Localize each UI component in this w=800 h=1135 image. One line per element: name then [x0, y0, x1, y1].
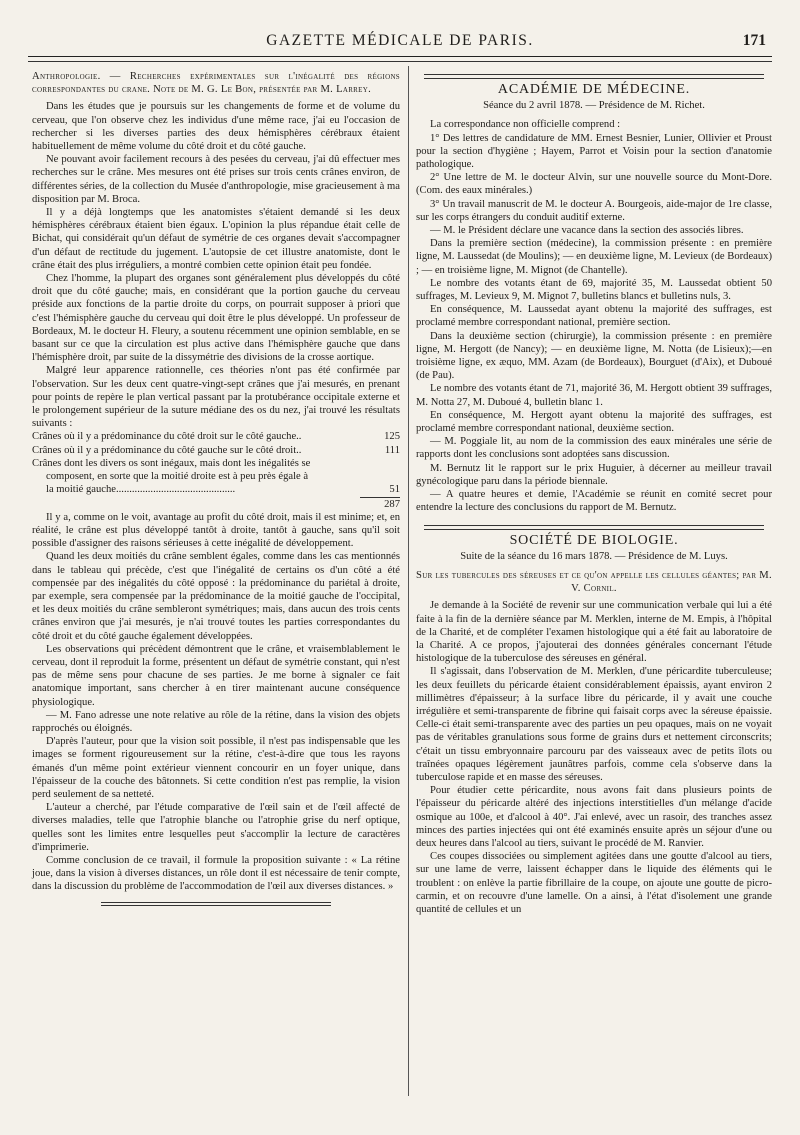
table-row-label: la moitié gauche.............................................	[46, 484, 236, 496]
table-total: 287	[384, 498, 400, 510]
paragraph: Dans la première section (médecine), la commission présente : en première ligne, M. Laussedat (de Moulins); — en deuxième ligne, M. Levieux (de Bordeaux) ; — en troisième ligne, M. Mignot (de Chantelle).	[416, 238, 772, 276]
paragraph: Dans la deuxième section (chirurgie), la commission présente : en première ligne, M. Hergott (de Nancy); — en deuxième ligne, M. Notta (de Lisieux);—en troisième ligne, ex æquo, MM. Azam (de Bordeaux), Bourguet (d'Aix), et Duboué (de Pau).	[416, 330, 772, 382]
table-row-label: Crânes dont les divers os sont inégaux, mais dont les inégalités se	[32, 457, 311, 469]
session-line: Suite de la séance du 16 mars 1878. — Présidence de M. Luys.	[460, 550, 728, 562]
skull-table	[32, 430, 400, 510]
end-rule	[101, 902, 331, 903]
paragraph: 3° Un travail manuscrit de M. le docteur A. Bourgeois, aide-major de 1re classe, sur les corps étrangers du conduit auditif externe.	[416, 198, 772, 223]
paragraph: Les observations qui précèdent démontrent que le crâne, et vraisemblablement le cerveau, dont il reproduit la forme, présentent un défaut de symétrie constant, qui n'est pas de même sens pour chacune de ses parties. Je me borne à signaler ce fait anatomique important, sans chercher à en tirer maintenant aucune conséquence physiologique.	[32, 643, 400, 708]
paragraph: 1° Des lettres de candidature de MM. Ernest Besnier, Lunier, Ollivier et Proust pour la section d'hygiène ; Hayem, Parrot et Voisin pour la section d'anatomie pathologique.	[416, 132, 772, 171]
column-divider	[408, 66, 409, 1096]
paragraph: — A quatre heures et demie, l'Académie se réunit en comité secret pour entendre la lecture des conclusions du rapport de M. Bernutz.	[416, 489, 772, 514]
paragraph: Ne pouvant avoir facilement recours à des pesées du cerveau, j'ai dû effectuer mes recherches sur le crâne. Mes mesures ont été prises sur trois cents crânes environ, de différentes séries, de la collection du Musée d'anthropologie, mise gracieusement à ma disposition par M. Broca.	[32, 154, 400, 205]
header-rule-secondary	[28, 61, 772, 62]
paragraph: Il y a, comme on le voit, avantage au profit du côté droit, mais il est minime; et, en réalité, le crâne est plus développé tantôt à droite, tantôt à gauche, sans qu'il soit possible d'assigner des raisons sérieuses à cette inégalité de développement.	[32, 511, 400, 550]
article-title: Anthropologie. — Recherches expérimentales sur l'inégalité des régions correspondantes du crane. Note de M. G. Le Bon, présentée par M. Larrey.	[32, 71, 400, 96]
table-row-count: 125	[384, 431, 400, 443]
left-column	[32, 70, 400, 906]
paragraph: En conséquence, M. Hergott ayant obtenu la majorité des suffrages, est proclamé membre correspondant national, deuxième section.	[416, 409, 772, 435]
journal-title: GAZETTE MÉDICALE DE PARIS.	[266, 32, 534, 49]
session-line: Séance du 2 avril 1878. — Présidence de M. Richet.	[483, 100, 705, 112]
paragraph: M. Bernutz lit le rapport sur le prix Huguier, à décerner au meilleur travail gynécologique paru dans la période biennale.	[416, 462, 772, 487]
paragraph: — M. Poggiale lit, au nom de la commission des eaux minérales une série de rapports dont les conclusions sont adoptées sans discussion.	[416, 436, 772, 461]
article-title: Sur les tubercules des séreuses et ce qu'on appelle les cellules géantes; par M. V. Cornil.	[416, 569, 772, 595]
paragraph: Quand les deux moitiés du crâne semblent égales, comme dans les cas mentionnés dans le tableau qui précède, c'est que l'inégalité de certains os d'un côté a été compensée par des inégalités du côté opposé : la prédominance du pariétal à droite, par exemple, sera compensée par la prédominance de la moitié gauche de l'occipital, et les deux moitiés du crâne sembleront symétriques; mais, dans aucun des trois cents crânes environ que j'ai mesurés, je n'ai trouvé toutes les parties correspondantes du côté droit et du côté gauche également développées.	[32, 551, 400, 642]
paragraph: Le nombre des votants étant de 71, majorité 36, M. Hergott obtient 39 suffrages, M. Notta 27, M. Duboué 4, bulletin blanc 1.	[416, 383, 772, 408]
section-title-academie: ACADÉMIE DE MÉDECINE.	[497, 82, 691, 97]
paragraph: La correspondance non officielle comprend :	[430, 119, 621, 131]
table-row	[32, 430, 400, 443]
paragraph: Comme conclusion de ce travail, il formule la proposition suivante : « La rétine joue, dans la vision à diverses distances, un rôle dont il est nécessaire de tenir compte, dans la discussion du problème de l'accommodation de l'œil aux diverses distances. »	[32, 854, 400, 893]
table-row-label: Crânes où il y a prédominance du côté droit sur le côté gauche..	[32, 431, 302, 443]
paragraph: Dans les études que je poursuis sur les changements de forme et de volume du cerveau, que l'on observe chez les individus d'une même race, j'ai eu l'occasion de rechercher si les diverses parties des deux hémisphères cérébraux étaient habituellement de même volume du côté droit et du côté gauche.	[32, 101, 400, 153]
table-row	[32, 444, 400, 457]
section-rule	[424, 525, 764, 530]
page-header	[28, 30, 772, 56]
paragraph: Malgré leur apparence rationnelle, ces théories n'ont pas été confirmée par l'observation. Sur les deux cent quatre-vingt-sept crânes que j'ai mesurés, en prenant pour points de repère le plan vertical passant par la protubérance occipitale externe et le prolongement supérieur de la suture médiane des os du nez, j'ai trouvé les résultats suivants :	[32, 365, 400, 430]
paragraph: Je demande à la Société de revenir sur une communication verbale qui lui a été faite à la fin de la dernière séance par M. Merklen, interne de M. Empis, à l'hôpital de la Charité, et de compléter l'examen histologique qui a été fait au laboratoire de la Charité. A ce propos, j'ajouterai des données générales concernant l'étude histologique de la tuberculose des séreuses en général.	[416, 600, 772, 665]
paragraph: Ces coupes dissociées ou simplement agitées dans une goutte d'alcool au tiers, sur une lame de verre, laissent échapper dans le liquide des éléments qui le troublent : on enlève la partie fibrillaire de la coupe, on ajoute une goutte de picro-carmin, et on recouvre d'une lamelle. On a ainsi, à l'état d'isolement une grande quantité de cellules et un	[416, 851, 772, 915]
header-rule	[28, 56, 772, 57]
table-row-count: 51	[389, 484, 400, 496]
paragraph: — M. Fano adresse une note relative au rôle de la rétine, dans la vision des objets rapprochés ou éloignés.	[32, 709, 400, 734]
paragraph: L'auteur a cherché, par l'étude comparative de l'œil sain et de l'œil affecté de diverses maladies, telle que l'atrophie blanche ou l'atrophie grise du nerf optique, quelles sont les limites entre lesquelles peut s'accomplir la lecture de caractères d'imprimerie.	[32, 802, 400, 853]
table-row-count: 111	[384, 444, 400, 456]
right-column	[416, 70, 772, 916]
page-number: 171	[742, 32, 766, 49]
paragraph: Le nombre des votants étant de 69, majorité 35, M. Laussedat obtient 50 suffrages, M. Levieux 9, M. Mignot 7, bulletins blancs et bulletins nuls, 3.	[416, 277, 772, 303]
table-row-label: Crânes où il y a prédominance du côté gauche sur le côté droit..	[32, 444, 302, 456]
table-row-label: composent, en sorte que la moitié droite est à peu près égale à	[46, 471, 309, 483]
paragraph: Chez l'homme, la plupart des organes sont généralement plus développés du côté droit que du côté gauche; mais, en considérant que la portion gauche du cerveau préside aux fonctions de la partie droite du corps, on pourrait supposer à priori que c'est l'hémisphère gauche du cerveau qui doit être le plus développé. Un professeur de Bordeaux, M. le docteur H. Fleury, a soutenu récemment une opinion semblable, en se basant sur ce que la circulation est plus active dans l'hémisphère gauche que dans l'hémisphère droit, par suite de la dissymétrie des divisions de la crosse aortique.	[32, 273, 400, 364]
paragraph: Pour étudier cette péricardite, nous avons fait dans plusieurs points de l'épaisseur du péricarde altéré des injections interstitielles d'un mélange d'acide osmique au 100e, et d'alcool à 40°. J'ai enlevé, avec un rasoir, des tranches assez minces des parties injectées qui ont été examinés ensuite après un séjour d'une ou deux heures dans l'alcool au tiers, suivant le procédé de M. Ranvier.	[416, 785, 772, 849]
end-rule	[101, 905, 331, 906]
paragraph: D'après l'auteur, pour que la vision soit possible, il n'est pas indispensable que les images se forment rigoureusement sur la rétine, c'est-à-dire que tous les rayons émanés d'un même point extérieur viennent concourir en un foyer unique, dans l'épaisseur de la couche des bâtonnets. Si cette condition n'est pas remplie, la vision perd seulement de sa netteté.	[32, 736, 400, 800]
paragraph: Il s'agissait, dans l'observation de M. Merklen, d'une péricardite tuberculeuse; les deux feuillets du péricarde étaient considérablement épaissis, ayant environ 2 millimètres d'épaisseur; à la surface libre du péricarde, il y avait une couche irrégulière et semi-transparente de fibrine qui faisait corps avec la séreuse épaissie. Celle-ci était semi-transparente avec des parties un peu opaques, mais on ne voyait pas de véritables granulations sous forme de grains durs et nettement circonscrits; c'était un tissu embryonnaire parcouru par des vaisseaux avec de petits îlots ou traînées opaques légèrement jaunâtres parfois, comme cela s'observe dans la tuberculose rapide et en masse des séreuses.	[416, 666, 772, 783]
section-rule	[424, 74, 764, 79]
paragraph: 2° Une lettre de M. le docteur Alvin, sur une nouvelle source du Mont-Dore. (Com. des eaux minérales.)	[416, 172, 772, 197]
paragraph: Il y a déjà longtemps que les anatomistes s'étaient demandé si les deux hémisphères cérébraux étaient bien égaux. L'opinion la plus répandue était celle de Bichat, qui considérait qu'un défaut de symétrie de ces organes devait s'accompagner d'un défaut de rectitude du jugement. L'autopsie de cet illustre anatomiste, dont le crâne était des plus irréguliers, a montré combien cette opinion était peu fondée.	[32, 207, 400, 271]
paragraph: En conséquence, M. Laussedat ayant obtenu la majorité des suffrages, est proclamé membre correspondant national, première section.	[416, 304, 772, 329]
table-row	[32, 457, 400, 497]
paragraph: — M. le Président déclare une vacance dans la section des associés libres.	[430, 225, 744, 237]
section-title-societe: SOCIÉTÉ DE BIOLOGIE.	[509, 532, 679, 548]
